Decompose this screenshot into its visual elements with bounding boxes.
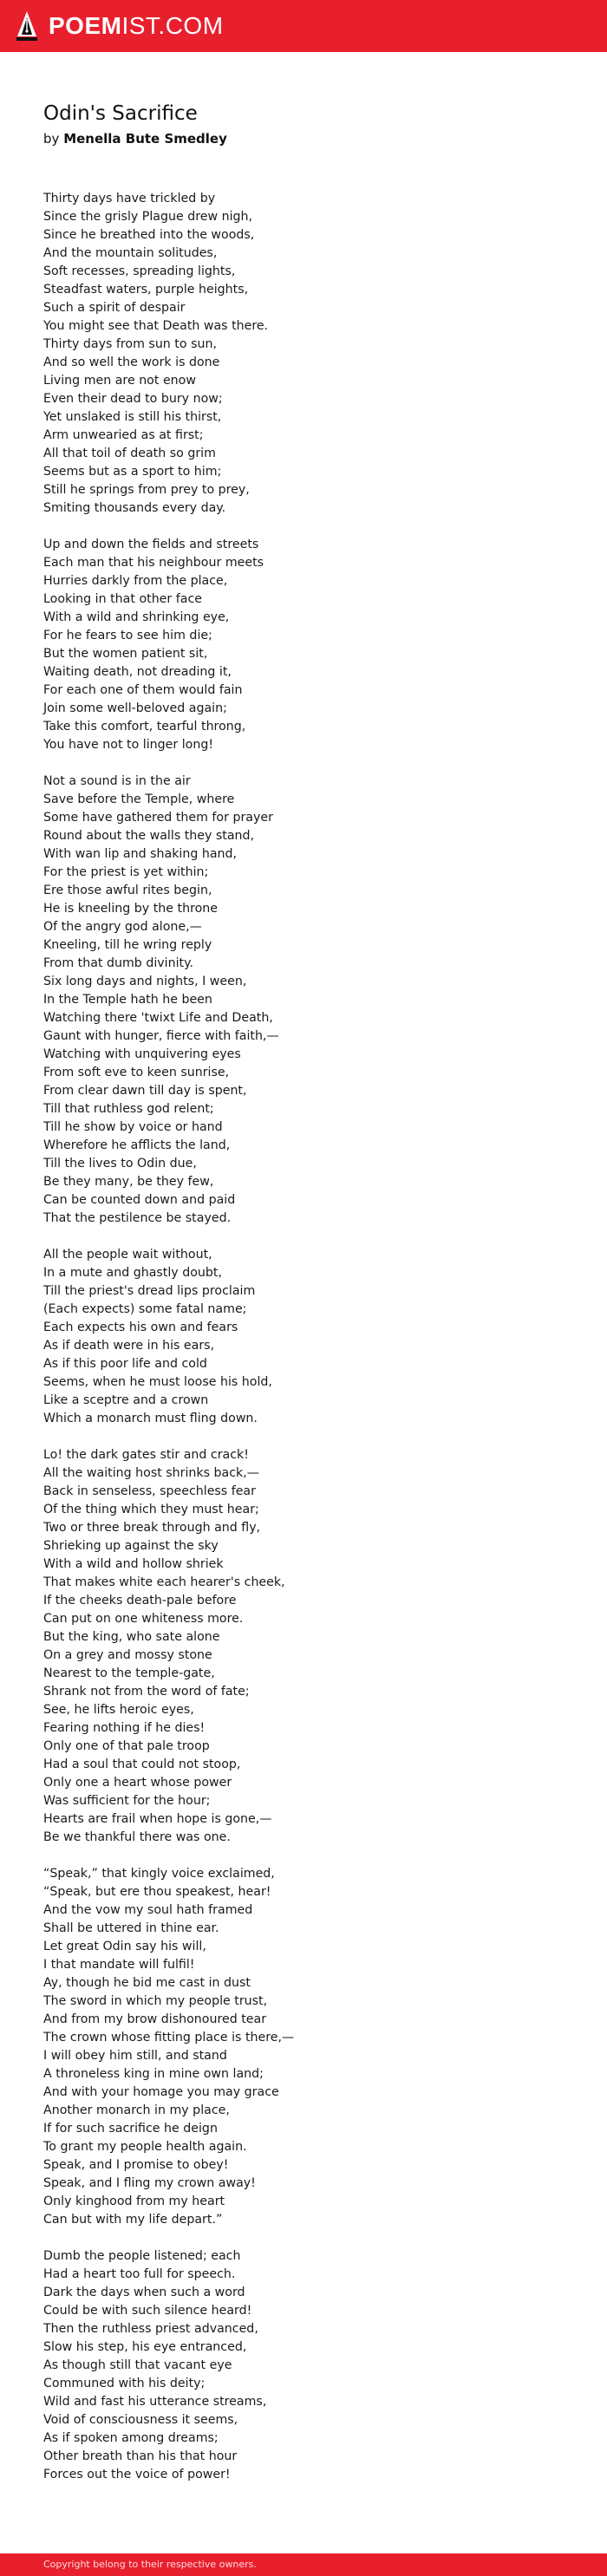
poem-stanza bbox=[43, 1446, 564, 1847]
poem-line: I that mandate will fulfil! bbox=[43, 1958, 195, 1972]
poem-line: Only one of that pale troop bbox=[43, 1739, 210, 1753]
poem-line: Seems but as a sport to him; bbox=[43, 465, 222, 479]
poem-line: Seems, when he must loose his hold, bbox=[43, 1375, 272, 1389]
poem-line: As if this poor life and cold bbox=[43, 1357, 207, 1371]
poem-line: Some have gathered them for prayer bbox=[43, 811, 273, 825]
poem-line: Take this comfort, tearful throng, bbox=[43, 720, 246, 734]
poem-line: Was sufficient for the hour; bbox=[43, 1794, 211, 1808]
poem-line: As if spoken among dreams; bbox=[43, 2431, 219, 2445]
poem-line: Save before the Temple, where bbox=[43, 792, 235, 806]
poem-line: Communed with his deity; bbox=[43, 2377, 206, 2390]
byline-prefix: by bbox=[43, 131, 60, 147]
poem-line: Hearts are frail when hope is gone,— bbox=[43, 1812, 272, 1826]
poem-stanza bbox=[43, 1246, 564, 1428]
poem-line: The sword in which my people trust, bbox=[43, 1994, 268, 2008]
poem-line: For he fears to see him die; bbox=[43, 629, 212, 642]
poem-line: Gaunt with hunger, fierce with faith,— bbox=[43, 1029, 279, 1043]
poem-line: “Speak,” that kingly voice exclaimed, bbox=[43, 1867, 275, 1881]
poem-line: Fearing nothing if he dies! bbox=[43, 1721, 206, 1735]
poem-line: Watching with unquivering eyes bbox=[43, 1047, 241, 1061]
poem-line: Slow his step, his eye entranced, bbox=[43, 2340, 247, 2354]
poem-line: (Each expects) some fatal name; bbox=[43, 1302, 247, 1316]
poem-line: Each expects his own and fears bbox=[43, 1321, 238, 1334]
poem-line: All the waiting host shrinks back,— bbox=[43, 1466, 259, 1480]
poem-line: Join some well-beloved again; bbox=[43, 701, 227, 715]
poem-line: He is kneeling by the throne bbox=[43, 902, 218, 916]
poem-line: And so well the work is done bbox=[43, 355, 220, 369]
poem-line: Ere those awful rites begin, bbox=[43, 884, 212, 897]
poem-stanza bbox=[43, 536, 564, 754]
byline bbox=[43, 130, 564, 147]
poem-line: See, he lifts heroic eyes, bbox=[43, 1703, 194, 1717]
poem-line: Living men are not enow bbox=[43, 374, 196, 388]
poem-line: Yet unslaked is still his thirst, bbox=[43, 410, 222, 424]
poem-line: Can but with my life depart.” bbox=[43, 2213, 223, 2227]
poem-line: Not a sound is in the air bbox=[43, 774, 191, 788]
poem-line: But the king, who sate alone bbox=[43, 1630, 220, 1644]
poem-line: If the cheeks death-pale before bbox=[43, 1594, 237, 1608]
poem-line: Forces out the voice of power! bbox=[43, 2468, 231, 2481]
poem-line: As though still that vacant eye bbox=[43, 2358, 232, 2372]
poem-line: Till the lives to Odin due, bbox=[43, 1157, 197, 1171]
poem-line: Round about the walls they stand, bbox=[43, 829, 255, 843]
poem-line: Of the angry god alone,— bbox=[43, 920, 202, 934]
poem-line: Had a soul that could not stoop, bbox=[43, 1758, 241, 1771]
poem-line: In the Temple hath he been bbox=[43, 993, 212, 1007]
poem-line: Ay, though he bid me cast in dust bbox=[43, 1976, 251, 1990]
poem-line: Let great Odin say his will, bbox=[43, 1940, 206, 1953]
poem-line: For each one of them would fain bbox=[43, 683, 243, 697]
poem-line: All the people wait without, bbox=[43, 1248, 212, 1262]
poem-line: Dark the days when such a word bbox=[43, 2286, 245, 2299]
poem-line: With a wild and shrinking eye, bbox=[43, 610, 230, 624]
poem-line: Thirty days have trickled by bbox=[43, 192, 216, 205]
poem-line: Two or three break through and fly, bbox=[43, 1521, 261, 1535]
poem-line: Hurries darkly from the place, bbox=[43, 574, 228, 588]
poem-line: Nearest to the temple-gate, bbox=[43, 1666, 215, 1680]
poem-line: You have not to linger long! bbox=[43, 738, 214, 752]
poem-line: Till he show by voice or hand bbox=[43, 1120, 223, 1134]
poem-line: Only kinghood from my heart bbox=[43, 2194, 225, 2208]
poem-line: That the pestilence be stayed. bbox=[43, 1211, 232, 1225]
poem-line: Can be counted down and paid bbox=[43, 1193, 236, 1207]
poem-line: And the mountain solitudes, bbox=[43, 246, 218, 260]
poem-line: To grant my people health again. bbox=[43, 2140, 247, 2154]
poem-line: Had a heart too full for speech. bbox=[43, 2267, 236, 2281]
copyright-notice: Copyright belong to their respective owners. bbox=[43, 2559, 257, 2570]
poem-body bbox=[43, 190, 564, 2502]
poem-line: In a mute and ghastly doubt, bbox=[43, 1266, 222, 1280]
poem-line: Lo! the dark gates stir and crack! bbox=[43, 1448, 249, 1462]
poem-line: From that dumb divinity. bbox=[43, 956, 193, 970]
poem-line: Soft recesses, spreading lights, bbox=[43, 264, 236, 278]
poem-line: Kneeling, till he wring reply bbox=[43, 938, 212, 952]
poem-heading bbox=[43, 101, 564, 147]
poem-line: That makes white each hearer's cheek, bbox=[43, 1575, 285, 1589]
poem-stanza bbox=[43, 2247, 564, 2484]
poem-line: Speak, and I promise to obey! bbox=[43, 2158, 229, 2172]
poem-line: Which a monarch must fling down. bbox=[43, 1412, 258, 1425]
author-link[interactable]: Menella Bute Smedley bbox=[63, 131, 227, 147]
poem-line: You might see that Death was there. bbox=[43, 319, 269, 333]
poem-line: Waiting death, not dreading it, bbox=[43, 665, 232, 679]
poem-line: From clear dawn till day is spent, bbox=[43, 1084, 247, 1098]
poem-line: Arm unwearied as at first; bbox=[43, 428, 204, 442]
site-name-light: IST.COM bbox=[121, 12, 224, 39]
poem-line: Still he springs from prey to prey, bbox=[43, 483, 250, 497]
poem-line: Wild and fast his utterance streams, bbox=[43, 2395, 267, 2409]
poem-line: With wan lip and shaking hand, bbox=[43, 847, 238, 861]
pen-nib-icon bbox=[16, 10, 38, 42]
page-title: Odin's Sacrifice bbox=[43, 102, 198, 125]
poem-line: Then the ruthless priest advanced, bbox=[43, 2322, 258, 2336]
poem-line: Other breath than his that hour bbox=[43, 2449, 238, 2463]
poem-line: Shrieking up against the sky bbox=[43, 1539, 219, 1553]
poem-line: Wherefore he afflicts the land, bbox=[43, 1138, 231, 1152]
poem-line: Till the priest's dread lips proclaim bbox=[43, 1284, 256, 1298]
site-header bbox=[0, 0, 607, 52]
site-footer bbox=[0, 2553, 607, 2576]
poem-line: The crown whose fitting place is there,— bbox=[43, 2031, 295, 2044]
poem-line: For the priest is yet within; bbox=[43, 865, 209, 879]
poem-line: Dumb the people listened; each bbox=[43, 2249, 241, 2263]
poem-line: Six long days and nights, I ween, bbox=[43, 975, 247, 988]
poem-line: Looking in that other face bbox=[43, 592, 202, 606]
poem-line: Watching there 'twixt Life and Death, bbox=[43, 1011, 273, 1025]
poem-line: “Speak, but ere thou speakest, hear! bbox=[43, 1885, 271, 1899]
poem-line: Another monarch in my place, bbox=[43, 2103, 230, 2117]
poem-line: But the women patient sit, bbox=[43, 647, 208, 661]
poem-line: Of the thing which they must hear; bbox=[43, 1503, 259, 1516]
poem-line: Can put on one whiteness more. bbox=[43, 1612, 244, 1626]
poem-line: If for such sacrifice he deign bbox=[43, 2122, 218, 2136]
poem-line: Be they many, be they few, bbox=[43, 1175, 214, 1189]
poem-line: Only one a heart whose power bbox=[43, 1776, 232, 1790]
poem-line: Speak, and I fling my crown away! bbox=[43, 2176, 256, 2190]
poem-stanza bbox=[43, 773, 564, 1228]
poem-line: Since the grisly Plague drew nigh, bbox=[43, 210, 253, 224]
poem-line: I will obey him still, and stand bbox=[43, 2049, 227, 2063]
poem-line: Steadfast waters, purple heights, bbox=[43, 283, 249, 297]
site-name-bold: POEM bbox=[49, 12, 122, 39]
poem-line: As if death were in his ears, bbox=[43, 1339, 215, 1353]
site-name bbox=[49, 10, 224, 42]
poem-line: On a grey and mossy stone bbox=[43, 1648, 212, 1662]
poem-line: A throneless king in mine own land; bbox=[43, 2067, 264, 2081]
poem-line: Shall be uttered in thine ear. bbox=[43, 1921, 219, 1935]
poem-line: Thirty days from sun to sun, bbox=[43, 337, 217, 351]
poem-line: Shrank not from the word of fate; bbox=[43, 1685, 250, 1699]
poem-line: Could be with such silence heard! bbox=[43, 2304, 252, 2318]
poem-stanza bbox=[43, 1865, 564, 2229]
poem-line: Smiting thousands every day. bbox=[43, 501, 226, 515]
poem-line: Up and down the fields and streets bbox=[43, 538, 259, 551]
poem-stanza bbox=[43, 190, 564, 518]
poem-line: Each man that his neighbour meets bbox=[43, 556, 264, 570]
poem-line: Like a sceptre and a crown bbox=[43, 1393, 209, 1407]
poem-line: Since he breathed into the woods, bbox=[43, 228, 255, 242]
poem-line: And from my brow dishonoured tear bbox=[43, 2012, 267, 2026]
poem-line: Void of consciousness it seems, bbox=[43, 2413, 238, 2427]
poem-line: And the vow my soul hath framed bbox=[43, 1903, 253, 1917]
poem-line: Till that ruthless god relent; bbox=[43, 1102, 214, 1116]
poem-line: Be we thankful there was one. bbox=[43, 1830, 231, 1844]
poem-line: Even their dead to bury now; bbox=[43, 392, 223, 406]
poem-line: With a wild and hollow shriek bbox=[43, 1557, 224, 1571]
site-logo[interactable] bbox=[16, 10, 224, 42]
poem-line: From soft eve to keen sunrise, bbox=[43, 1066, 230, 1079]
poem-line: All that toil of death so grim bbox=[43, 447, 216, 460]
poem-line: And with your homage you may grace bbox=[43, 2085, 279, 2099]
poem-line: Back in senseless, speechless fear bbox=[43, 1484, 256, 1498]
poem-line: Such a spirit of despair bbox=[43, 301, 186, 315]
